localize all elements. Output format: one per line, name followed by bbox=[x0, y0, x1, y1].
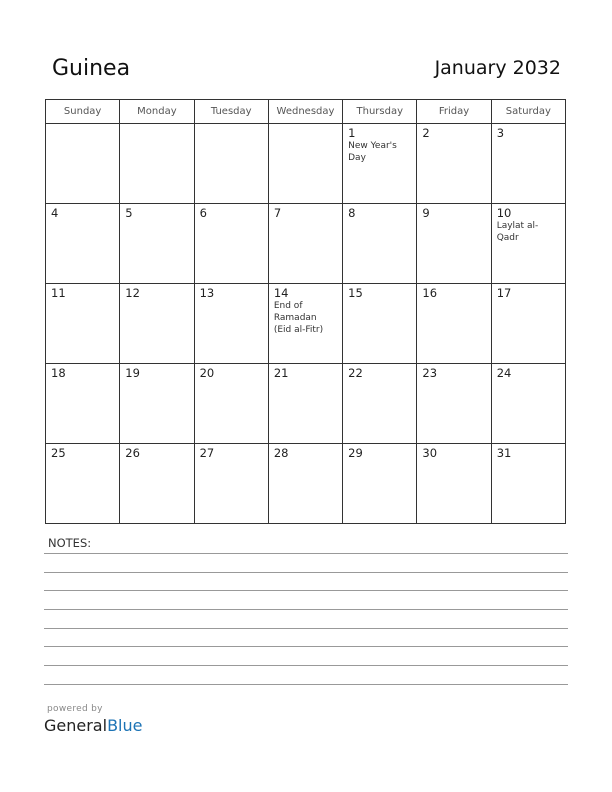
note-line bbox=[44, 572, 568, 573]
holiday-label: Laylat al- bbox=[496, 221, 539, 231]
day-cell-22 bbox=[343, 364, 417, 444]
day-cell-14 bbox=[268, 284, 342, 364]
day-cell-13 bbox=[194, 284, 268, 364]
day-cell-25 bbox=[46, 444, 120, 524]
note-line bbox=[44, 553, 568, 554]
day-number: 19 bbox=[125, 366, 140, 380]
note-line bbox=[44, 609, 568, 610]
day-number: 4 bbox=[51, 206, 59, 220]
weekday-monday: Monday bbox=[120, 100, 194, 124]
day-cell-7 bbox=[268, 204, 342, 284]
weekday-friday: Friday bbox=[417, 100, 491, 124]
day-number: 9 bbox=[422, 206, 430, 220]
day-cell-20 bbox=[194, 364, 268, 444]
day-cell-29 bbox=[343, 444, 417, 524]
day-cell-empty bbox=[46, 124, 120, 204]
note-line bbox=[44, 628, 568, 629]
day-number: 14 bbox=[273, 286, 289, 300]
day-number: 12 bbox=[125, 286, 140, 300]
weekday-header-row bbox=[46, 100, 566, 124]
day-cell-17 bbox=[491, 284, 565, 364]
day-number: 2 bbox=[422, 126, 430, 140]
holiday-label: End of bbox=[273, 301, 303, 311]
day-number: 8 bbox=[348, 206, 356, 220]
day-cell-8 bbox=[343, 204, 417, 284]
week-row bbox=[46, 124, 566, 204]
day-cell-6 bbox=[194, 204, 268, 284]
generalblue-logo[interactable] bbox=[44, 716, 142, 735]
day-cell-12 bbox=[120, 284, 194, 364]
week-row bbox=[46, 284, 566, 364]
day-number: 13 bbox=[199, 286, 215, 300]
day-number: 7 bbox=[273, 206, 282, 220]
day-cell-30 bbox=[417, 444, 491, 524]
week-row bbox=[46, 364, 566, 444]
day-cell-3 bbox=[491, 124, 565, 204]
day-cell-11 bbox=[46, 284, 120, 364]
day-cell-2 bbox=[417, 124, 491, 204]
brand-blue: Blue bbox=[107, 716, 143, 735]
day-number: 21 bbox=[273, 366, 289, 380]
day-cell-24 bbox=[491, 364, 565, 444]
day-number: 20 bbox=[199, 366, 215, 380]
day-cell-4 bbox=[46, 204, 120, 284]
calendar-grid bbox=[45, 99, 566, 524]
note-line bbox=[44, 665, 568, 666]
holiday-label: New Year's bbox=[348, 141, 397, 151]
day-cell-31 bbox=[491, 444, 565, 524]
day-cell-26 bbox=[120, 444, 194, 524]
day-number: 27 bbox=[199, 446, 215, 460]
day-number: 26 bbox=[125, 446, 140, 460]
day-number: 25 bbox=[51, 446, 66, 460]
weekday-thursday: Thursday bbox=[343, 100, 417, 124]
month-title: January 2032 bbox=[434, 57, 561, 79]
day-cell-5 bbox=[120, 204, 194, 284]
day-number: 31 bbox=[496, 446, 512, 460]
day-number: 24 bbox=[496, 366, 512, 380]
day-cell-21 bbox=[268, 364, 342, 444]
day-number: 17 bbox=[496, 286, 512, 300]
day-number: 30 bbox=[422, 446, 438, 460]
day-number: 11 bbox=[51, 286, 66, 300]
weekday-sunday: Sunday bbox=[46, 100, 120, 124]
day-number: 29 bbox=[348, 446, 363, 460]
brand-general: General bbox=[44, 716, 108, 735]
day-cell-27 bbox=[194, 444, 268, 524]
day-cell-10 bbox=[491, 204, 565, 284]
day-number: 15 bbox=[348, 286, 363, 300]
day-cell-23 bbox=[417, 364, 491, 444]
day-number: 18 bbox=[51, 366, 66, 380]
day-cell-empty bbox=[268, 124, 342, 204]
day-number: 10 bbox=[496, 206, 512, 220]
day-number: 23 bbox=[422, 366, 438, 380]
day-number: 28 bbox=[273, 446, 289, 460]
holiday-label: (Eid al-Fitr) bbox=[273, 325, 324, 335]
day-cell-empty bbox=[120, 124, 194, 204]
country-title: Guinea bbox=[52, 56, 131, 81]
holiday-label: Ramadan bbox=[273, 313, 317, 323]
day-number: 3 bbox=[496, 126, 505, 140]
day-cell-19 bbox=[120, 364, 194, 444]
week-row bbox=[46, 444, 566, 524]
day-number: 6 bbox=[199, 206, 207, 220]
holiday-label: Day bbox=[348, 153, 366, 163]
weekday-tuesday: Tuesday bbox=[194, 100, 268, 124]
day-cell-18 bbox=[46, 364, 120, 444]
day-cell-9 bbox=[417, 204, 491, 284]
powered-by-text: powered by bbox=[47, 704, 103, 714]
day-cell-28 bbox=[268, 444, 342, 524]
note-line bbox=[44, 646, 568, 647]
day-number: 22 bbox=[348, 366, 363, 380]
weekday-saturday: Saturday bbox=[491, 100, 565, 124]
week-row bbox=[46, 204, 566, 284]
day-cell-16 bbox=[417, 284, 491, 364]
day-number: 5 bbox=[125, 206, 133, 220]
note-line bbox=[44, 590, 568, 591]
calendar-body bbox=[46, 124, 566, 524]
day-cell-15 bbox=[343, 284, 417, 364]
notes-label: NOTES: bbox=[48, 536, 92, 550]
day-cell-1 bbox=[343, 124, 417, 204]
day-cell-empty bbox=[194, 124, 268, 204]
holiday-label: Qadr bbox=[496, 233, 519, 243]
note-line bbox=[44, 684, 568, 685]
day-number: 16 bbox=[422, 286, 438, 300]
weekday-wednesday: Wednesday bbox=[268, 100, 342, 124]
day-number: 1 bbox=[348, 126, 356, 140]
